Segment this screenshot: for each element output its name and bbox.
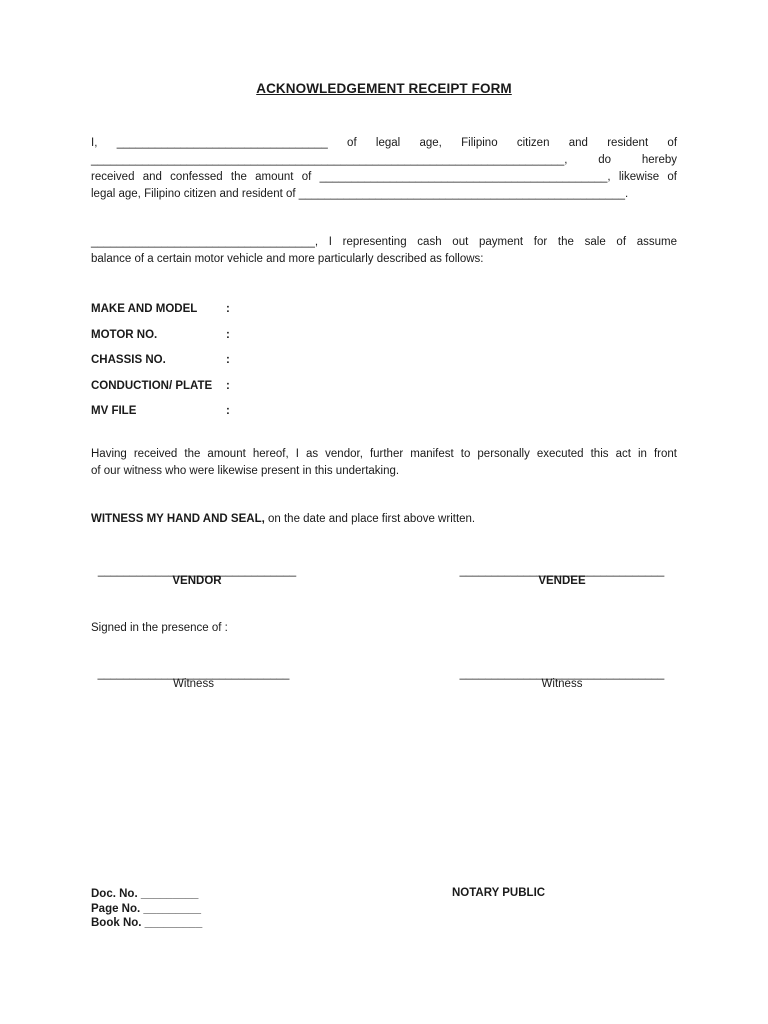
vendor-label: VENDOR xyxy=(172,575,222,587)
witness1-label: Witness xyxy=(173,678,214,690)
document-title: ACKNOWLEDGEMENT RECEIPT FORM xyxy=(256,81,512,96)
paragraph1-line3: received and confessed the amount of _____________________________________________, likewise of xyxy=(91,171,677,183)
notary-public-label: NOTARY PUBLIC xyxy=(452,887,546,899)
witness2-signature-line: ________________________________ xyxy=(459,668,665,680)
notary-record xyxy=(91,887,202,931)
paragraph-payment xyxy=(91,234,677,268)
name-blank: _________________________________ xyxy=(116,137,328,149)
signed-in-presence-label: Signed in the presence of : xyxy=(91,622,228,634)
book-no: Book No. _________ xyxy=(91,917,203,929)
witness-statement: WITNESS MY HAND AND SEAL, on the date and place first above written. xyxy=(91,513,476,525)
witness1-signature-line: ______________________________ xyxy=(97,668,290,680)
payer-blank: ___________________________________ xyxy=(91,236,315,248)
witness2-label: Witness xyxy=(541,678,583,690)
vendee-label: VENDEE xyxy=(538,575,586,587)
paragraph3-line2: of our witness who were likewise present in this undertaking. xyxy=(91,465,400,477)
witness1-signature xyxy=(91,668,296,690)
paragraph2-line1: ___________________________________, I representing cash out payment for the sale of assume xyxy=(91,236,677,248)
paragraph1-line4: legal age, Filipino citizen and resident of ___________________________________________________. xyxy=(91,188,629,200)
paragraph1-line2: __________________________________________________________________________, do hereby xyxy=(91,154,677,166)
page-no: Page No. _________ xyxy=(91,902,201,915)
vendee-signature-line: ________________________________ xyxy=(459,565,665,577)
paragraph1-line1: I, _________________________________ of legal age, Filipino citizen and resident of xyxy=(91,137,678,149)
amount-blank: _____________________________________________ xyxy=(319,171,608,183)
paragraph3-line1: Having received the amount hereof, I as vendor, further manifest to personally executed this act in front xyxy=(91,448,677,460)
doc-no: Doc. No. _________ xyxy=(91,888,199,900)
resident-blank: ___________________________________________________ xyxy=(298,188,625,200)
document-page: ACKNOWLEDGEMENT RECEIPT FORM I, _________________________________ of legal age, Filipino citizen and resident of __________________________________________________________________________, do hereby received and confessed the amount of _____________________________________________, likewise of legal age, Filipino citizen and resident of ___________________________________________________. ___________________________________, I representing cash out payment for the sale of assume balance of a certain motor vehicle and more particularly described as follows: MAKE AND MODEL : MOTOR NO. : CHASSIS NO. : CONDUCTION/ PLATE : MV FILE : Having received the amount hereof, I as vendor, further manifest to personally executed this act in front of our witness who were likewise present in this undertaking. WITNESS MY HAND AND SEAL, on the date and place first above written. _______________________________ VENDOR ________________________________ VENDEE Signed in the presence of : ______________________________ Witness ________________________________ Witness Doc. No. _________ Page No. _________ Book No. _________ NOTARY PUBLIC xyxy=(0,0,768,1024)
vendor-signature xyxy=(91,565,303,587)
witness2-signature xyxy=(452,668,672,690)
paragraph2-line2: balance of a certain motor vehicle and more particularly described as follows: xyxy=(91,253,484,265)
vendee-signature xyxy=(452,565,672,587)
paragraph-vendor-manifest xyxy=(91,446,677,480)
vendor-signature-line: _______________________________ xyxy=(97,565,297,577)
paragraph-acknowledgement xyxy=(91,135,677,203)
